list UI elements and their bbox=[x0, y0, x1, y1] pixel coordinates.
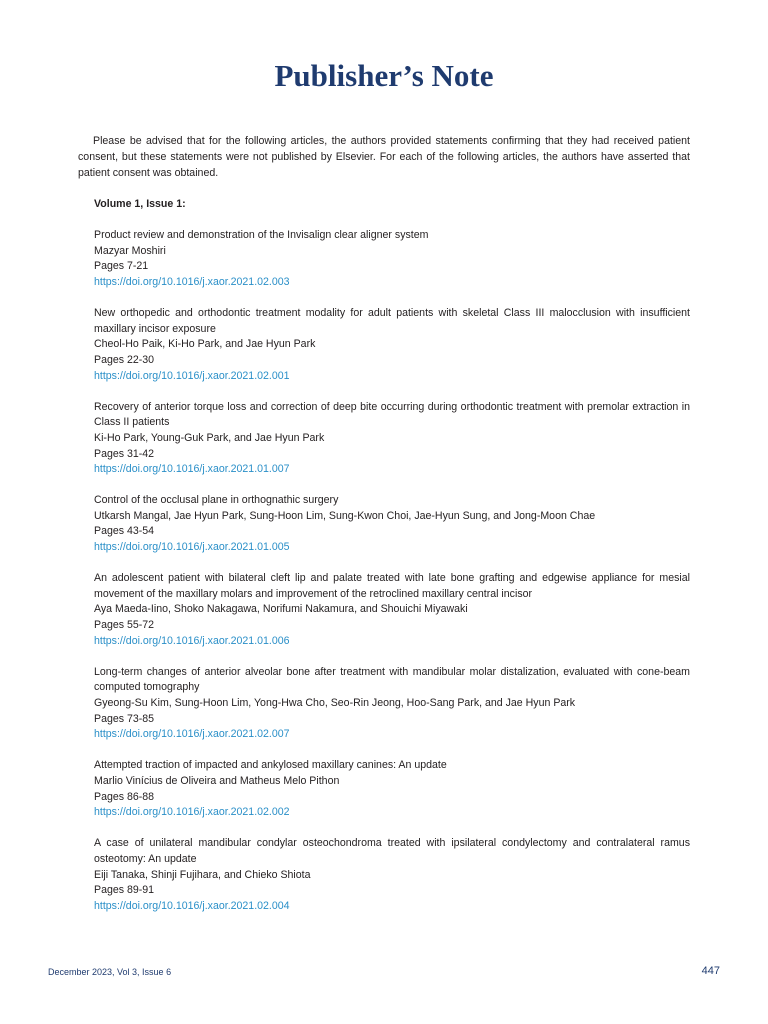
article-authors: Mazyar Moshiri bbox=[94, 244, 166, 257]
article-authors: Eiji Tanaka, Shinji Fujihara, and Chieko Shiota bbox=[94, 868, 311, 881]
article-entry bbox=[94, 493, 690, 555]
article-authors: Gyeong-Su Kim, Sung-Hoon Lim, Yong-Hwa Cho, Seo-Rin Jeong, Hoo-Sang Park, and Jae Hyun Park bbox=[94, 697, 576, 709]
article-doi-link[interactable]: https://doi.org/10.1016/j.xaor.2021.02.001 bbox=[94, 369, 290, 382]
article-authors: Marlio Vinícius de Oliveira and Matheus Melo Pithon bbox=[94, 774, 340, 787]
article-list-section bbox=[94, 197, 690, 930]
article-pages: Pages 31-42 bbox=[94, 447, 155, 460]
footer-issue: December 2023, Vol 3, Issue 6 bbox=[48, 967, 172, 977]
article-entry bbox=[94, 306, 690, 384]
page-title: Publisher’s Note bbox=[274, 58, 494, 93]
article-title: Attempted traction of impacted and ankylosed maxillary canines: An update bbox=[94, 759, 447, 772]
article-authors: Ki-Ho Park, Young-Guk Park, and Jae Hyun Park bbox=[94, 431, 325, 444]
intro-paragraph: Please be advised that for the following articles, the authors provided statements confirming that they had received patient consent, but these statements were not published by Elsevier. For each of the following articles, the authors have asserted that patient consent was obtained. bbox=[78, 135, 690, 179]
article-title: New orthopedic and orthodontic treatment modality for adult patients with skeletal Class III malocclusion with insufficient maxillary incisor exposure bbox=[94, 307, 690, 335]
article-entry bbox=[94, 228, 690, 290]
article-doi-link[interactable]: https://doi.org/10.1016/j.xaor.2021.01.007 bbox=[94, 463, 290, 476]
article-list bbox=[94, 228, 690, 914]
article-title: Product review and demonstration of the Invisalign clear aligner system bbox=[94, 229, 429, 242]
article-doi-link[interactable]: https://doi.org/10.1016/j.xaor.2021.02.007 bbox=[94, 728, 290, 741]
article-authors: Aya Maeda-Iino, Shoko Nakagawa, Norifumi Nakamura, and Shouichi Miyawaki bbox=[94, 603, 468, 616]
article-title: A case of unilateral mandibular condylar osteochondroma treated with ipsilateral condylectomy and contralateral ramus osteotomy: An update bbox=[94, 837, 690, 865]
article-entry bbox=[94, 400, 690, 478]
article-pages: Pages 22-30 bbox=[94, 353, 155, 366]
article-title: An adolescent patient with bilateral cleft lip and palate treated with late bone grafting and edgewise appliance for mesial movement of the maxillary molars and improvement of the retroclined maxillary central incisor bbox=[94, 572, 690, 600]
section-heading: Volume 1, Issue 1: bbox=[94, 198, 186, 210]
article-doi-link[interactable]: https://doi.org/10.1016/j.xaor.2021.01.006 bbox=[94, 634, 290, 647]
article-doi-link[interactable]: https://doi.org/10.1016/j.xaor.2021.02.002 bbox=[94, 806, 290, 819]
article-authors: Cheol-Ho Paik, Ki-Ho Park, and Jae Hyun Park bbox=[94, 338, 316, 351]
article-entry bbox=[94, 836, 690, 914]
article-entry bbox=[94, 571, 690, 649]
article-authors: Utkarsh Mangal, Jae Hyun Park, Sung-Hoon Lim, Sung-Kwon Choi, Jae-Hyun Sung, and Jong-Moon Chae bbox=[94, 509, 596, 522]
article-pages: Pages 86-88 bbox=[94, 790, 155, 803]
article-doi-link[interactable]: https://doi.org/10.1016/j.xaor.2021.02.004 bbox=[94, 899, 290, 912]
article-pages: Pages 89-91 bbox=[94, 884, 155, 897]
article-entry bbox=[94, 665, 690, 743]
article-doi-link[interactable]: https://doi.org/10.1016/j.xaor.2021.01.005 bbox=[94, 541, 290, 554]
article-pages: Pages 55-72 bbox=[94, 619, 155, 632]
article-title: Long-term changes of anterior alveolar bone after treatment with mandibular molar distalization, evaluated with cone-beam computed tomography bbox=[94, 665, 690, 694]
article-pages: Pages 43-54 bbox=[94, 525, 155, 538]
article-title: Control of the occlusal plane in orthognathic surgery bbox=[94, 494, 339, 507]
article-pages: Pages 73-85 bbox=[94, 712, 155, 725]
article-pages: Pages 7-21 bbox=[94, 260, 149, 273]
article-title: Recovery of anterior torque loss and correction of deep bite occurring during orthodontic treatment with premolar extraction in Class II patients bbox=[94, 400, 690, 429]
article-doi-link[interactable]: https://doi.org/10.1016/j.xaor.2021.02.003 bbox=[94, 275, 290, 288]
page-number: 447 bbox=[701, 965, 720, 977]
article-entry bbox=[94, 758, 690, 820]
